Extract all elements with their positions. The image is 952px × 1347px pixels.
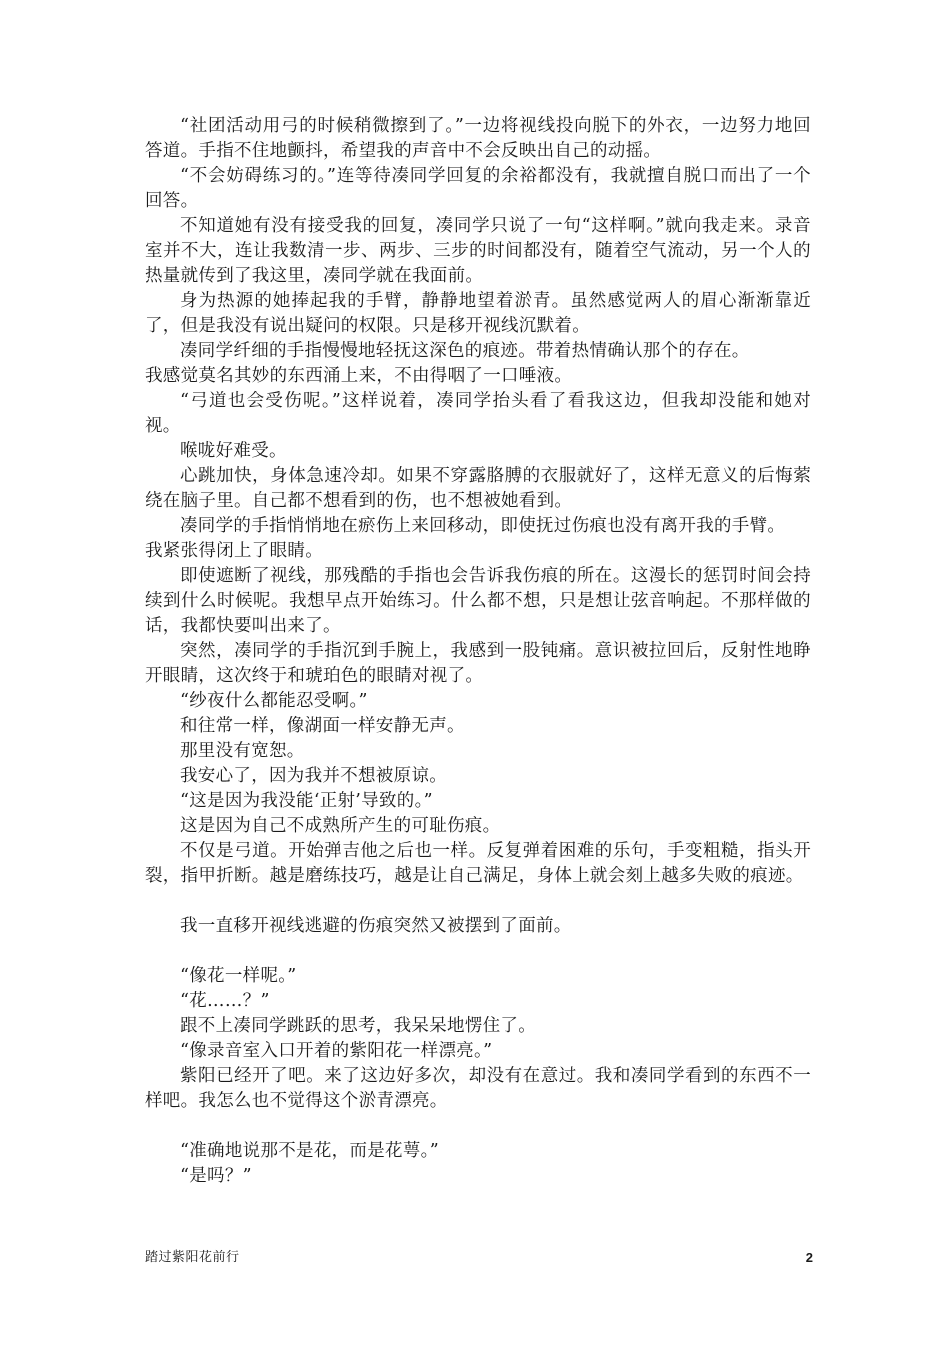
body-text xyxy=(145,114,811,1189)
paragraph: 和往常一样，像湖面一样安静无声。 xyxy=(180,716,465,736)
paragraph: “这是因为我没能‘正射’导致的。” xyxy=(180,791,433,811)
paragraph: 不知道她有没有接受我的回复，凑同学只说了一句“这样啊。”就向我走来。录音室并不大，连让我数清一步、两步、三步的时间都没有，随着空气流动，另一个人的热量就传到了我这里，凑同学就在我面前。 xyxy=(145,216,811,286)
paragraph: 那里没有宽恕。 xyxy=(180,741,305,761)
paragraph: “纱夜什么都能忍受啊。” xyxy=(180,691,368,711)
paragraph: 我一直移开视线逃避的伤痕突然又被摆到了面前。 xyxy=(180,916,572,936)
paragraph: 突然，凑同学的手指沉到手腕上，我感到一股钝痛。意识被拉回后，反射性地睁开眼睛，这次终于和琥珀色的眼睛对视了。 xyxy=(145,641,811,686)
paragraph: “社团活动用弓的时候稍微擦到了。”一边将视线投向脱下的外衣，一边努力地回答道。手指不住地颤抖，希望我的声音中不会反映出自己的动摇。 xyxy=(145,116,811,161)
paragraph: 不仅是弓道。开始弹吉他之后也一样。反复弹着困难的乐句，手变粗糙，指头开裂，指甲折断。越是磨练技巧，越是让自己满足，身体上就会刻上越多失败的痕迹。 xyxy=(145,841,811,886)
footer-title: 踏过紫阳花前行 xyxy=(145,1250,240,1265)
paragraph: 我紧张得闭上了眼睛。 xyxy=(145,541,323,561)
paragraph: 跟不上凑同学跳跃的思考，我呆呆地愣住了。 xyxy=(180,1016,536,1036)
blank-line xyxy=(145,889,811,914)
paragraph: 身为热源的她捧起我的手臂，静静地望着淤青。虽然感觉两人的眉心渐渐靠近了，但是我没有说出疑问的权限。只是移开视线沉默着。 xyxy=(145,291,811,336)
paragraph: “像花一样呢。” xyxy=(180,966,297,986)
paragraph: 我安心了，因为我并不想被原谅。 xyxy=(180,766,447,786)
paragraph: “不会妨碍练习的。”连等待凑同学回复的余裕都没有，我就擅自脱口而出了一个回答。 xyxy=(145,166,811,211)
paragraph: 凑同学的手指悄悄地在瘀伤上来回移动，即使抚过伤痕也没有离开我的手臂。 xyxy=(180,516,786,536)
paragraph: “弓道也会受伤呢。”这样说着，凑同学抬头看了看我这边，但我却没能和她对视。 xyxy=(145,391,811,436)
paragraph: “花……？” xyxy=(180,991,270,1011)
blank-line xyxy=(145,1114,811,1139)
paragraph: “是吗？” xyxy=(180,1166,252,1186)
paragraph: 喉咙好难受。 xyxy=(180,441,287,461)
paragraph: “像录音室入口开着的紫阳花一样漂亮。” xyxy=(180,1041,493,1061)
paragraph: 凑同学纤细的手指慢慢地轻抚这深色的痕迹。带着热情确认那个的存在。 xyxy=(180,341,750,361)
paragraph: 即使遮断了视线，那残酷的手指也会告诉我伤痕的所在。这漫长的惩罚时间会持续到什么时候呢。我想早点开始练习。什么都不想，只是想让弦音响起。不那样做的话，我都快要叫出来了。 xyxy=(145,566,811,636)
paragraph: 紫阳已经开了吧。来了这边好多次，却没有在意过。我和凑同学看到的东西不一样吧。我怎么也不觉得这个淤青漂亮。 xyxy=(145,1066,811,1111)
paragraph: 我感觉莫名其妙的东西涌上来，不由得咽了一口唾液。 xyxy=(145,366,573,386)
paragraph: “准确地说那不是花，而是花萼。” xyxy=(180,1141,439,1161)
blank-line xyxy=(145,939,811,964)
paragraph: 心跳加快，身体急速冷却。如果不穿露胳膊的衣服就好了，这样无意义的后悔萦绕在脑子里。自己都不想看到的伤，也不想被她看到。 xyxy=(145,466,811,511)
paragraph: 这是因为自己不成熟所产生的可耻伤痕。 xyxy=(180,816,501,836)
page-number: 2 xyxy=(805,1250,813,1265)
